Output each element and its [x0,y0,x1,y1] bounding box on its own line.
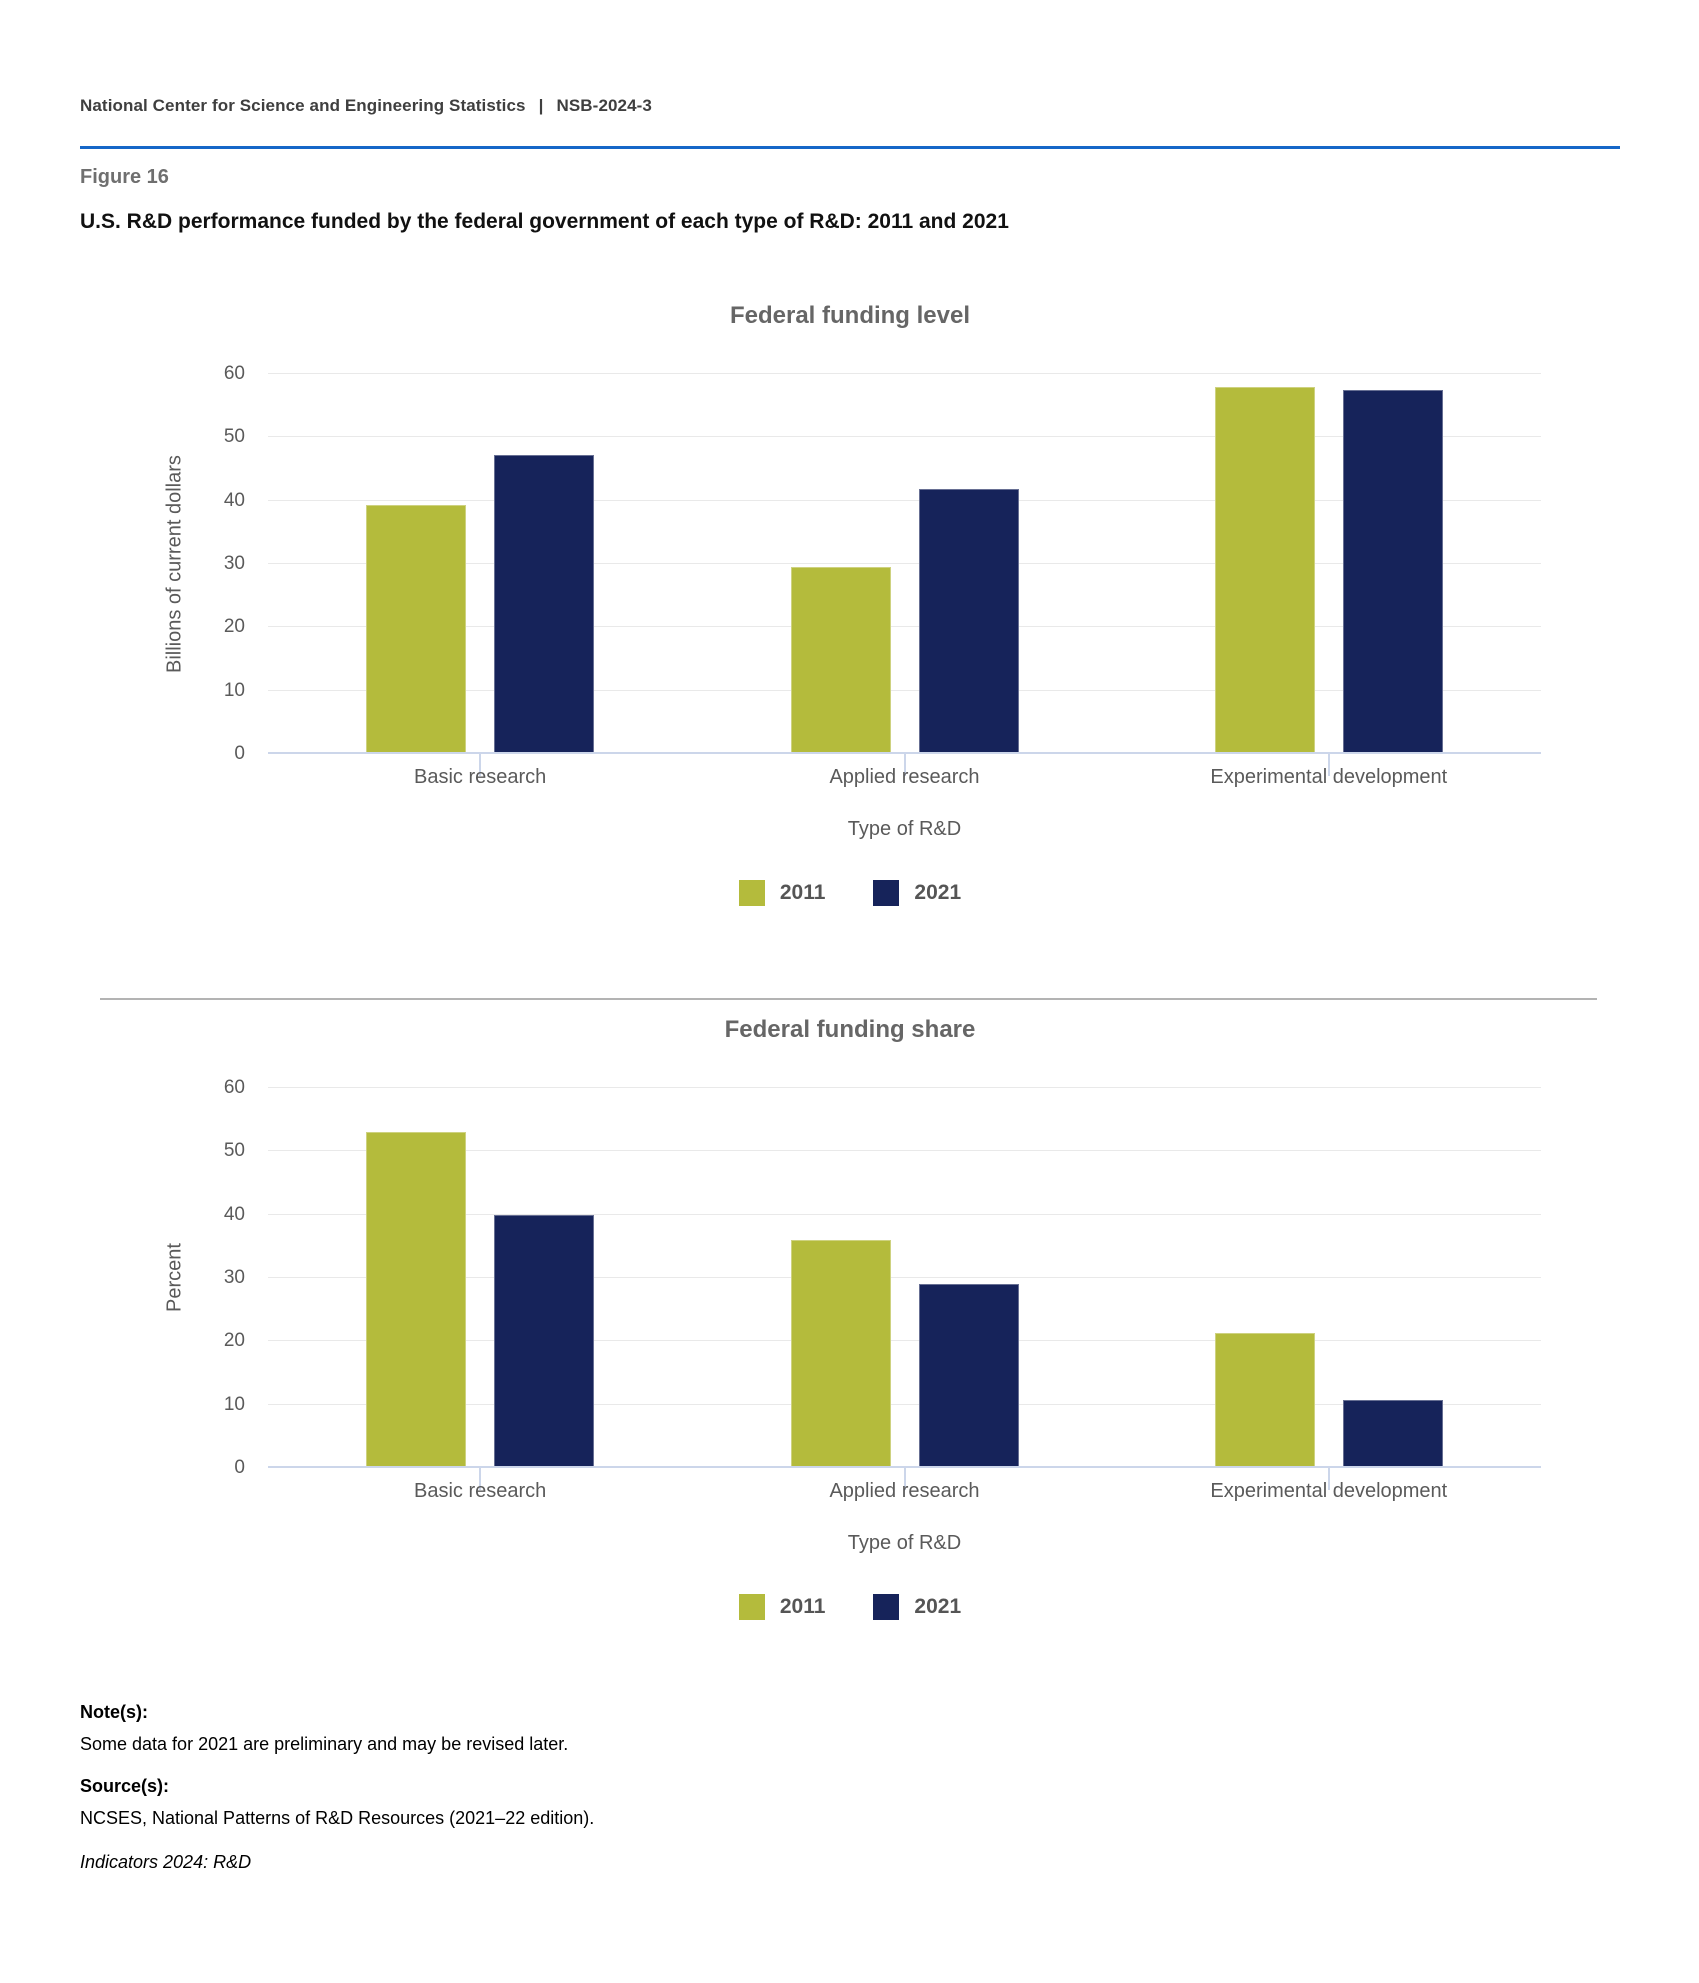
y-tick-label: 50 [223,1140,245,1162]
bar-experimental-development-2011[interactable] [1215,1333,1315,1468]
x-axis-line [268,752,1541,754]
bar-applied-research-2011[interactable] [791,567,891,754]
category-label-basic-research: Basic research [414,1480,547,1502]
y-axis-title: Percent [163,1243,186,1313]
category-label-basic-research: Basic research [414,766,547,788]
legend-label-2011: 2011 [779,1595,826,1618]
legend-swatch-2011 [739,880,765,906]
y-tick-label: 10 [223,1393,245,1415]
legend [100,1594,1600,1620]
header-accent-rule [80,146,1620,149]
bar-group-basic-research [366,374,594,754]
section-divider [100,998,1597,1000]
legend-item-2021[interactable] [873,1594,961,1620]
y-axis-title: Billions of current dollars [163,455,186,673]
bar-experimental-development-2021[interactable] [1343,1400,1443,1468]
sources-text: NCSES, National Patterns of R&D Resources (2021–22 edition). [80,1808,595,1828]
sources-label: Source(s): [80,1776,170,1796]
bar-group-experimental-development [1215,1088,1443,1468]
bar-basic-research-2021[interactable] [494,1215,594,1468]
x-axis-title: Type of R&D [847,1532,962,1554]
y-tick-label: 20 [223,1330,245,1352]
legend-item-2011[interactable] [739,880,826,906]
y-tick-label: 30 [223,1267,245,1288]
y-tick-label: 40 [223,489,245,511]
y-tick-label: 60 [223,1077,245,1098]
bar-experimental-development-2021[interactable] [1343,390,1443,754]
category-label-experimental-development: Experimental development [1210,766,1448,788]
header-separator: | [538,96,544,115]
header-org-name: National Center for Science and Engineering Statistics [80,96,526,115]
y-tick-label: 30 [223,553,245,574]
plot-area [268,1088,1541,1468]
bar-group-experimental-development [1215,374,1443,754]
legend-item-2021[interactable] [873,880,961,906]
legend-label-2021: 2021 [914,1595,962,1618]
bar-group-applied-research [791,374,1019,754]
category-label-applied-research: Applied research [829,1480,980,1502]
footer-indicators-label: Indicators 2024: R&D [80,1852,252,1872]
legend-swatch-2021 [873,880,899,906]
figure-title: U.S. R&D performance funded by the federal government of each type of R&D: 2011 and 2021 [80,210,1009,233]
bar-group-basic-research [366,1088,594,1468]
bar-group-applied-research [791,1088,1019,1468]
category-label-experimental-development: Experimental development [1210,1480,1448,1502]
figure-number-label: Figure 16 [80,166,169,188]
chart-federal-funding-share [100,1012,1600,1672]
chart-title: Federal funding level [729,302,971,329]
chart-federal-funding-level [100,298,1600,958]
x-axis-labels [268,1480,1541,1503]
bar-experimental-development-2011[interactable] [1215,387,1315,754]
legend [100,880,1600,906]
y-tick-label: 50 [223,426,245,448]
x-axis-title: Type of R&D [847,818,962,840]
y-tick-label: 0 [234,1457,245,1478]
y-tick-label: 0 [234,743,245,764]
y-tick-label: 20 [223,616,245,638]
y-axis-ticks [100,1077,245,1478]
chart-title: Federal funding share [724,1016,976,1043]
y-tick-label: 40 [223,1203,245,1225]
bar-applied-research-2021[interactable] [919,489,1019,754]
plot-area [268,374,1541,754]
notes-text: Some data for 2021 are preliminary and may be revised later. [80,1734,569,1754]
x-axis-line [268,1466,1541,1468]
header-report-id: NSB-2024-3 [556,96,652,115]
y-tick-label: 60 [223,363,245,384]
legend-swatch-2011 [739,1594,765,1620]
legend-label-2021: 2021 [914,881,962,904]
notes-label: Note(s): [80,1702,148,1722]
bar-basic-research-2011[interactable] [366,505,466,754]
category-label-applied-research: Applied research [829,766,980,788]
legend-label-2011: 2011 [779,881,826,904]
bar-basic-research-2021[interactable] [494,455,594,754]
y-axis-ticks [100,363,245,764]
document-header [80,96,652,116]
bar-basic-research-2011[interactable] [366,1132,466,1468]
legend-item-2011[interactable] [739,1594,826,1620]
bar-applied-research-2011[interactable] [791,1240,891,1468]
x-axis-labels [268,766,1541,789]
bar-applied-research-2021[interactable] [919,1284,1019,1468]
legend-swatch-2021 [873,1594,899,1620]
y-tick-label: 10 [223,679,245,701]
